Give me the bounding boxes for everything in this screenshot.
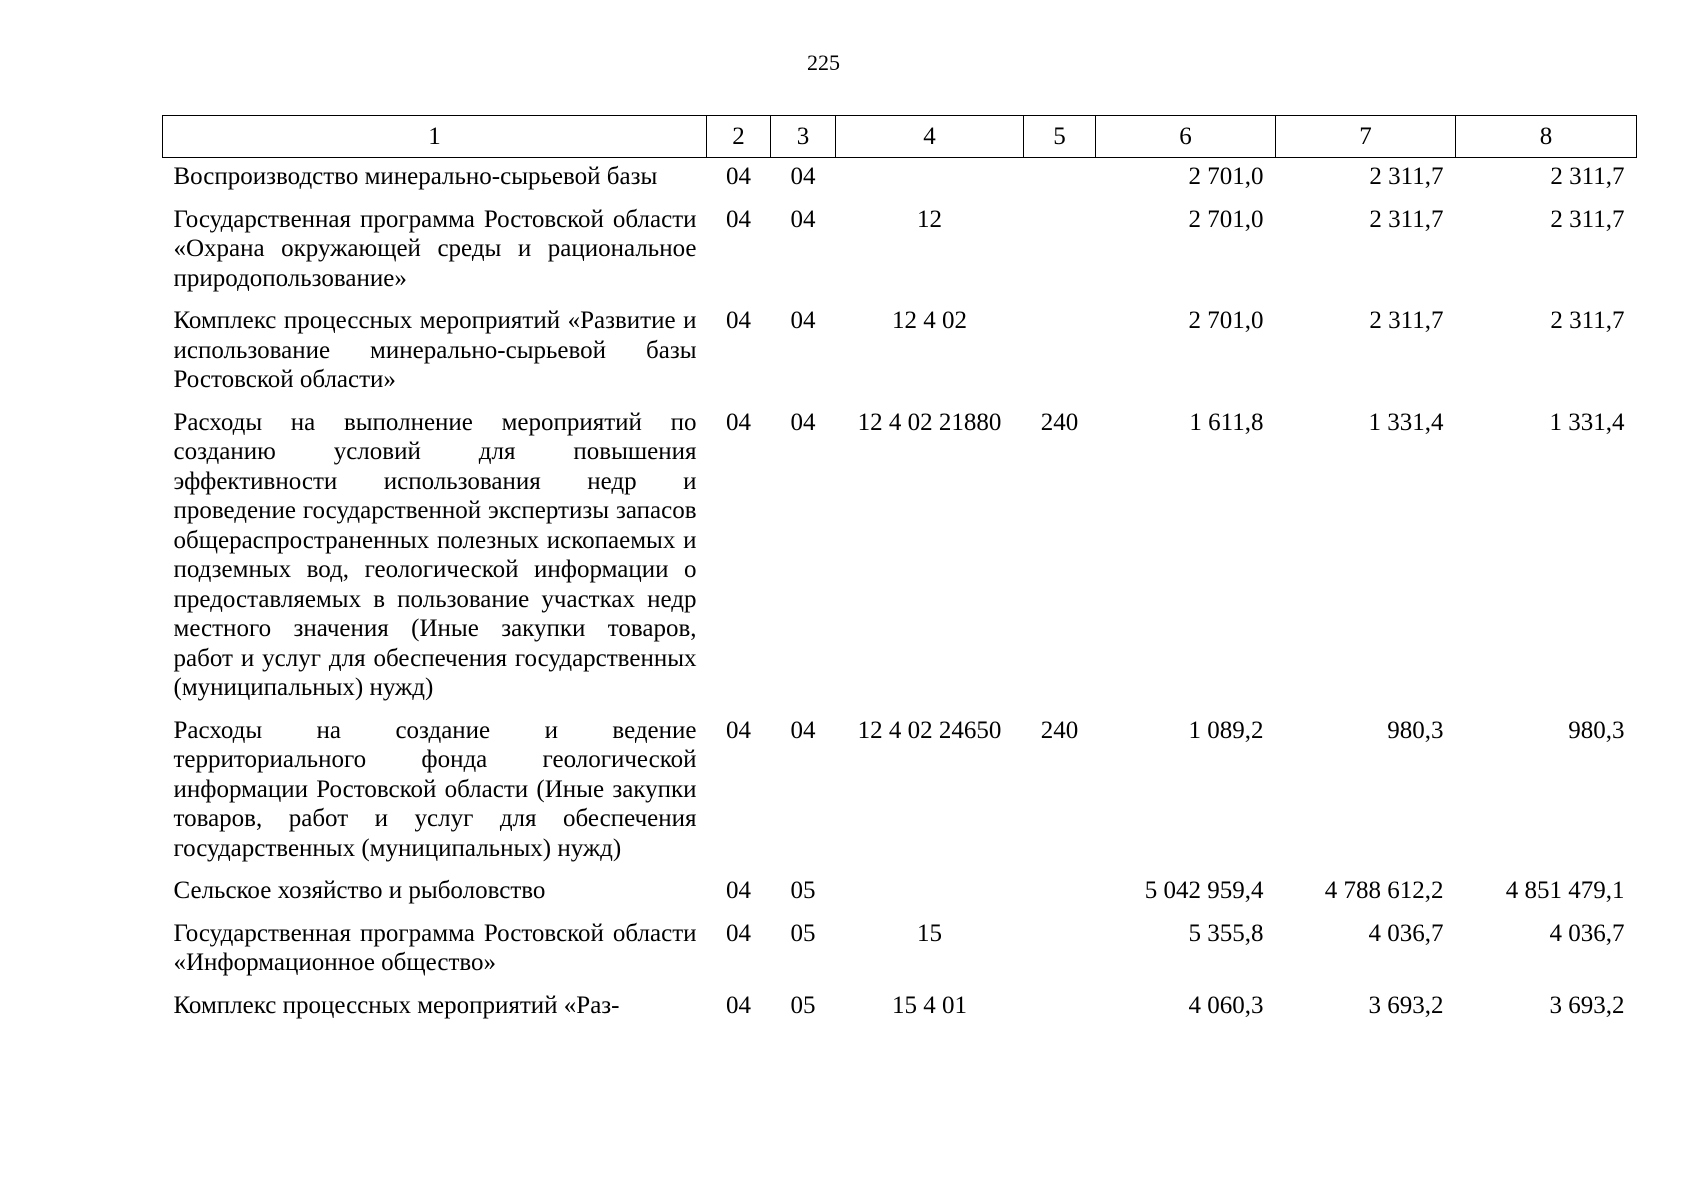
row-subsection: 04: [790, 307, 816, 334]
table-row: [163, 201, 1637, 303]
row-name: Государственная программа Ростовской области «Охрана окружающей среды и рациональное природопользование»: [173, 205, 697, 292]
row-section: 04: [726, 163, 751, 190]
header-col-6: 6: [1096, 116, 1276, 158]
row-amount-col-8: 4 036,7: [1549, 919, 1625, 947]
row-subsection: 04: [790, 408, 816, 436]
table-row: [163, 872, 1637, 915]
row-expense-type: [1024, 158, 1096, 201]
row-name: Комплекс процессных мероприятий «Развитие и использование минерально-сырьевой базы Ростовской области»: [173, 307, 697, 393]
row-subsection: 04: [790, 205, 816, 233]
row-target-article: 12 4 02 21880: [857, 408, 1002, 436]
row-name: Комплекс процессных мероприятий «Раз-: [173, 991, 620, 1019]
row-target-article: [836, 158, 1024, 201]
row-expense-type: 240: [1040, 716, 1079, 744]
row-section: 04: [726, 919, 751, 947]
table-row: [163, 158, 1637, 201]
row-subsection: 05: [790, 919, 816, 947]
header-col-4: 4: [836, 116, 1024, 158]
header-col-3: 3: [771, 116, 836, 158]
row-target-article: 12 4 02 24650: [857, 716, 1002, 744]
row-expense-type: [1024, 872, 1096, 915]
row-amount-col-8: 2 311,7: [1550, 205, 1625, 233]
row-section: 04: [726, 716, 751, 744]
row-amount-col-6: 5 042 959,4: [1144, 877, 1264, 904]
page-number: 225: [807, 50, 840, 75]
row-amount-col-7: 980,3: [1387, 716, 1444, 744]
row-amount-col-7: 4 036,7: [1368, 919, 1444, 947]
row-amount-col-8: 2 311,7: [1550, 163, 1625, 190]
header-col-8: 8: [1456, 116, 1637, 158]
row-section: 04: [726, 307, 751, 334]
header-col-2: 2: [707, 116, 771, 158]
row-amount-col-7: 2 311,7: [1369, 205, 1444, 233]
row-amount-col-6: 1 611,8: [1189, 408, 1264, 436]
header-col-7: 7: [1276, 116, 1456, 158]
table-row: [163, 404, 1637, 712]
row-amount-col-8: 3 693,2: [1549, 991, 1625, 1019]
header-col-1: 1: [163, 116, 707, 158]
row-name: Государственная программа Ростовской области «Информационное общество»: [173, 919, 697, 976]
row-amount-col-8: 980,3: [1568, 716, 1625, 744]
row-amount-col-7: 1 331,4: [1368, 408, 1444, 436]
row-target-article: 15: [917, 919, 942, 947]
row-amount-col-8: 1 331,4: [1549, 408, 1625, 436]
table-row: [163, 987, 1637, 1030]
row-amount-col-6: 2 701,0: [1188, 163, 1264, 190]
page-number-container: [0, 50, 1647, 76]
row-expense-type: [1024, 302, 1096, 404]
row-subsection: 05: [790, 991, 816, 1019]
row-expense-type: [1024, 987, 1096, 1030]
row-amount-col-8: 4 851 479,1: [1505, 877, 1625, 904]
header-col-5: 5: [1024, 116, 1096, 158]
row-section: 04: [726, 205, 751, 233]
table-row: [163, 302, 1637, 404]
table-header-row: [163, 116, 1637, 158]
table-row: [163, 712, 1637, 873]
row-target-article: 15 4 01: [892, 991, 967, 1019]
row-amount-col-8: 2 311,7: [1550, 307, 1625, 334]
row-name: Воспроизводство минерально-сырьевой базы: [173, 163, 658, 190]
row-section: 04: [726, 991, 751, 1019]
row-target-article: [836, 872, 1024, 915]
table-row: [163, 915, 1637, 987]
row-amount-col-6: 2 701,0: [1188, 205, 1264, 233]
row-target-article: 12 4 02: [892, 307, 967, 334]
row-amount-col-7: 2 311,7: [1369, 163, 1444, 190]
row-amount-col-6: 4 060,3: [1188, 991, 1264, 1019]
row-target-article: 12: [917, 205, 942, 233]
row-subsection: 05: [790, 877, 816, 904]
row-subsection: 04: [790, 163, 816, 190]
row-amount-col-7: 3 693,2: [1368, 991, 1444, 1019]
row-name: Сельское хозяйство и рыболовство: [173, 877, 546, 904]
row-amount-col-7: 4 788 612,2: [1324, 877, 1444, 904]
row-amount-col-6: 5 355,8: [1188, 919, 1264, 947]
budget-table: [162, 115, 1637, 1029]
row-expense-type: [1024, 915, 1096, 987]
row-amount-col-6: 2 701,0: [1188, 307, 1264, 334]
row-section: 04: [726, 877, 751, 904]
row-amount-col-7: 2 311,7: [1369, 307, 1444, 334]
row-subsection: 04: [790, 716, 816, 744]
row-expense-type: [1024, 201, 1096, 303]
row-amount-col-6: 1 089,2: [1188, 716, 1264, 744]
row-name: Расходы на создание и ведение территориального фонда геологической информации Ростовской области (Иные закупки товаров, работ и услуг для обеспечения государственных (муниципальных) нужд): [173, 716, 697, 862]
row-section: 04: [726, 408, 751, 436]
row-name: Расходы на выполнение мероприятий по созданию условий для повышения эффективности использования недр и проведение государственной экспертизы запасов общераспространенных полезных ископаемых и подземных вод, геологической информации о предоставляемых в пользование участках недр местного значения (Иные закупки товаров, работ и услуг для обеспечения государственных (муниципальных) нужд): [173, 408, 697, 701]
row-expense-type: 240: [1040, 408, 1079, 436]
